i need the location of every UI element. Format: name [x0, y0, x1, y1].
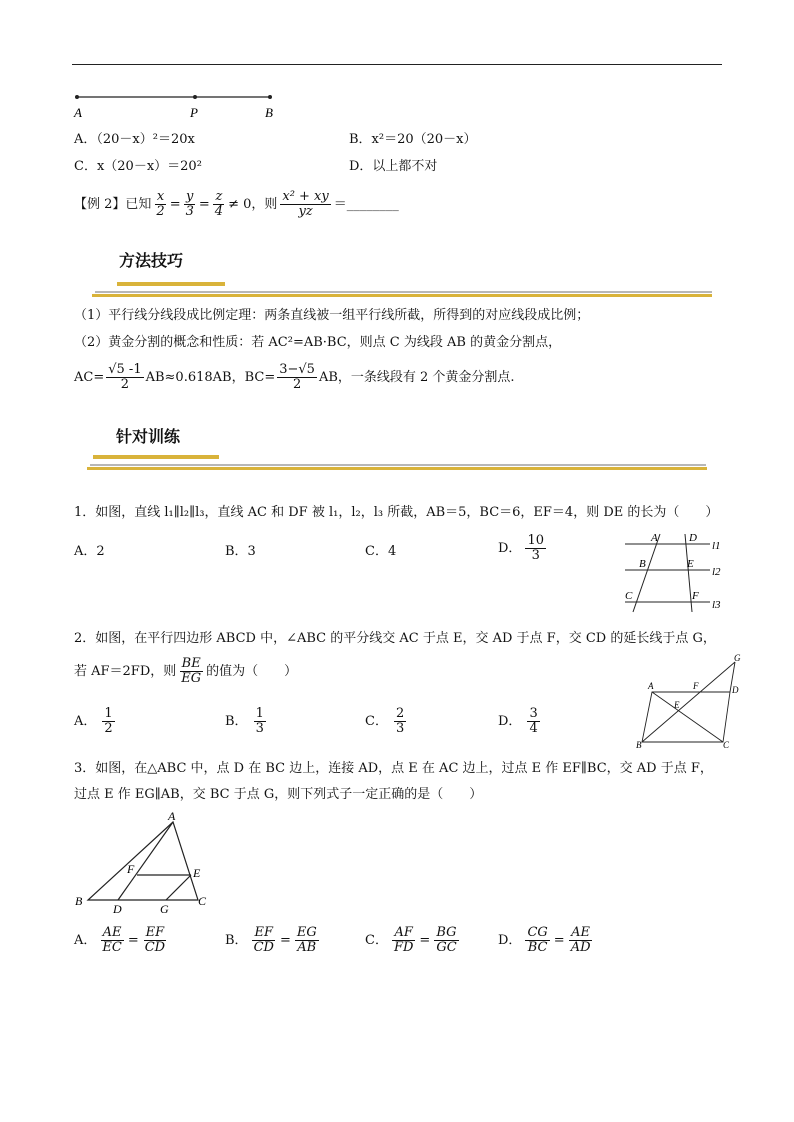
question-2-line1: 2．如图，在平行四边形 ABCD 中，∠ABC 的平分线交 AC 于点 E，交 AD 于点 F，交 CD 的延长线于点 G， [74, 631, 716, 646]
q2-option-b: B． $\frac{1}{3}$ [225, 706, 264, 736]
q2-figure [630, 652, 745, 752]
q2-option-a: A． $\frac{1}{2}$ [74, 706, 113, 736]
svg-text:l1: l1 [712, 540, 721, 552]
section-underline-short [117, 282, 225, 286]
svg-text:F: F [693, 681, 699, 691]
svg-text:B: B [75, 894, 83, 908]
svg-text:E: E [674, 700, 680, 710]
svg-text:F: F [127, 862, 135, 876]
svg-text:D: D [689, 532, 697, 544]
q3-option-d: D． $\frac{CG}{BC}$ = $\frac{AE}{AD}$ [498, 925, 591, 955]
svg-text:A: A [648, 681, 654, 691]
point-b-label: B [265, 105, 273, 120]
q1-option-a: A．2 [74, 544, 105, 559]
question-2-line2: 若 AF＝2FD，则 $\frac{BE}{EG}$ 的值为（ ） [74, 656, 298, 686]
q2-option-d: D． $\frac{3}{4}$ [498, 706, 538, 736]
svg-text:G: G [734, 653, 741, 663]
q1-option-d: D． $\frac{10}{3}$ [498, 533, 544, 563]
method-1: （1）平行线分线段成比例定理：两条直线被一组平行线所截，所得到的对应线段成比例； [74, 308, 590, 323]
fraction-x-2: $\frac{x}{2}$ [156, 189, 165, 219]
svg-text:E: E [687, 558, 694, 570]
question-3-line1: 3．如图，在△ABC 中，点 D 在 BC 边上，连接 AD，点 E 在 AC 边上，过点 E 作 EF∥BC，交 AD 于点 F， [74, 761, 713, 776]
svg-text:D: D [732, 685, 739, 695]
q3-option-b: B． $\frac{EF}{CD}$ = $\frac{EG}{AB}$ [225, 925, 317, 955]
fraction-y-3: $\frac{y}{3}$ [185, 189, 194, 219]
segment-figure [70, 90, 285, 122]
svg-text:l3: l3 [712, 599, 721, 611]
example-2-prefix: 【例 2】已知 [74, 196, 152, 212]
svg-text:G: G [160, 902, 169, 916]
svg-text:B: B [636, 740, 642, 750]
method-2: （2）黄金分割的概念和性质：若 AC²=AB·BC，则点 C 为线段 AB 的黄金分割点， [74, 335, 562, 350]
svg-text:A: A [651, 532, 658, 544]
svg-text:B: B [639, 558, 646, 570]
question-3-line2: 过点 E 作 EG∥AB，交 BC 于点 G，则下列式子一定正确的是（ ） [74, 787, 483, 802]
q2-option-c: C． $\frac{2}{3}$ [365, 706, 405, 736]
section2-underline-shadow [90, 464, 706, 466]
svg-text:C: C [625, 590, 633, 602]
fraction-z-4: $\frac{z}{4}$ [214, 189, 224, 219]
q1-figure [615, 530, 730, 615]
section-underline-long [92, 294, 712, 297]
example-2: 【例 2】已知 $\frac{x}{2}$ = $\frac{y}{3}$ = $\frac{z}{4}$ ≠ 0，则 $\frac{\text{x² + xy}}{yz}$ ＝________ [74, 189, 399, 219]
fraction-bc: $\frac{3-√5}{2}$ [279, 362, 315, 392]
q1-option-c: C．4 [365, 544, 397, 559]
q3-figure [70, 812, 220, 917]
question-1-text: 1．如图，直线 l₁∥l₂∥l₃，直线 AC 和 DF 被 l₁，l₂，l₃ 所截，AB＝5，BC＝6，EF＝4，则 DE 的长为（ ） [74, 505, 719, 520]
svg-text:D: D [113, 902, 122, 916]
svg-text:A: A [168, 812, 176, 823]
option-a: A．（20－x）²＝20x [74, 132, 195, 147]
header-rule [72, 64, 722, 65]
q3-option-c: C． $\frac{AF}{FD}$ = $\frac{BG}{GC}$ [365, 925, 457, 955]
q1-option-b: B．3 [225, 544, 256, 559]
option-b: B．x²＝20（20－x） [349, 132, 477, 147]
section-underline-shadow [95, 291, 712, 293]
svg-text:E: E [193, 866, 201, 880]
section2-underline-short [93, 455, 219, 459]
svg-text:F: F [692, 590, 699, 602]
q3-option-a: A． $\frac{AE}{EC}$ = $\frac{EF}{CD}$ [74, 925, 166, 955]
fraction-ac: $\frac{√5 -1}{2}$ [108, 362, 142, 392]
point-p-label: P [190, 105, 198, 120]
golden-ratio-line: AC= $\frac{√5 -1}{2}$ AB≈0.618AB，BC= $\frac{3-√5}{2}$ AB，一条线段有 2 个黄金分割点. [74, 362, 515, 392]
option-c: C．x（20－x）＝20² [74, 159, 202, 174]
svg-text:C: C [198, 894, 207, 908]
section-title-training: 针对训练 [116, 427, 181, 446]
fraction-expression: $\frac{\text{x² + xy}}{yz}$ [282, 189, 329, 219]
option-d: D．以上都不对 [349, 159, 438, 174]
section2-underline-long [87, 467, 707, 470]
svg-text:C: C [723, 740, 730, 750]
svg-text:l2: l2 [712, 566, 721, 578]
section-title-methods: 方法技巧 [119, 251, 184, 270]
point-a-label: A [74, 105, 82, 120]
